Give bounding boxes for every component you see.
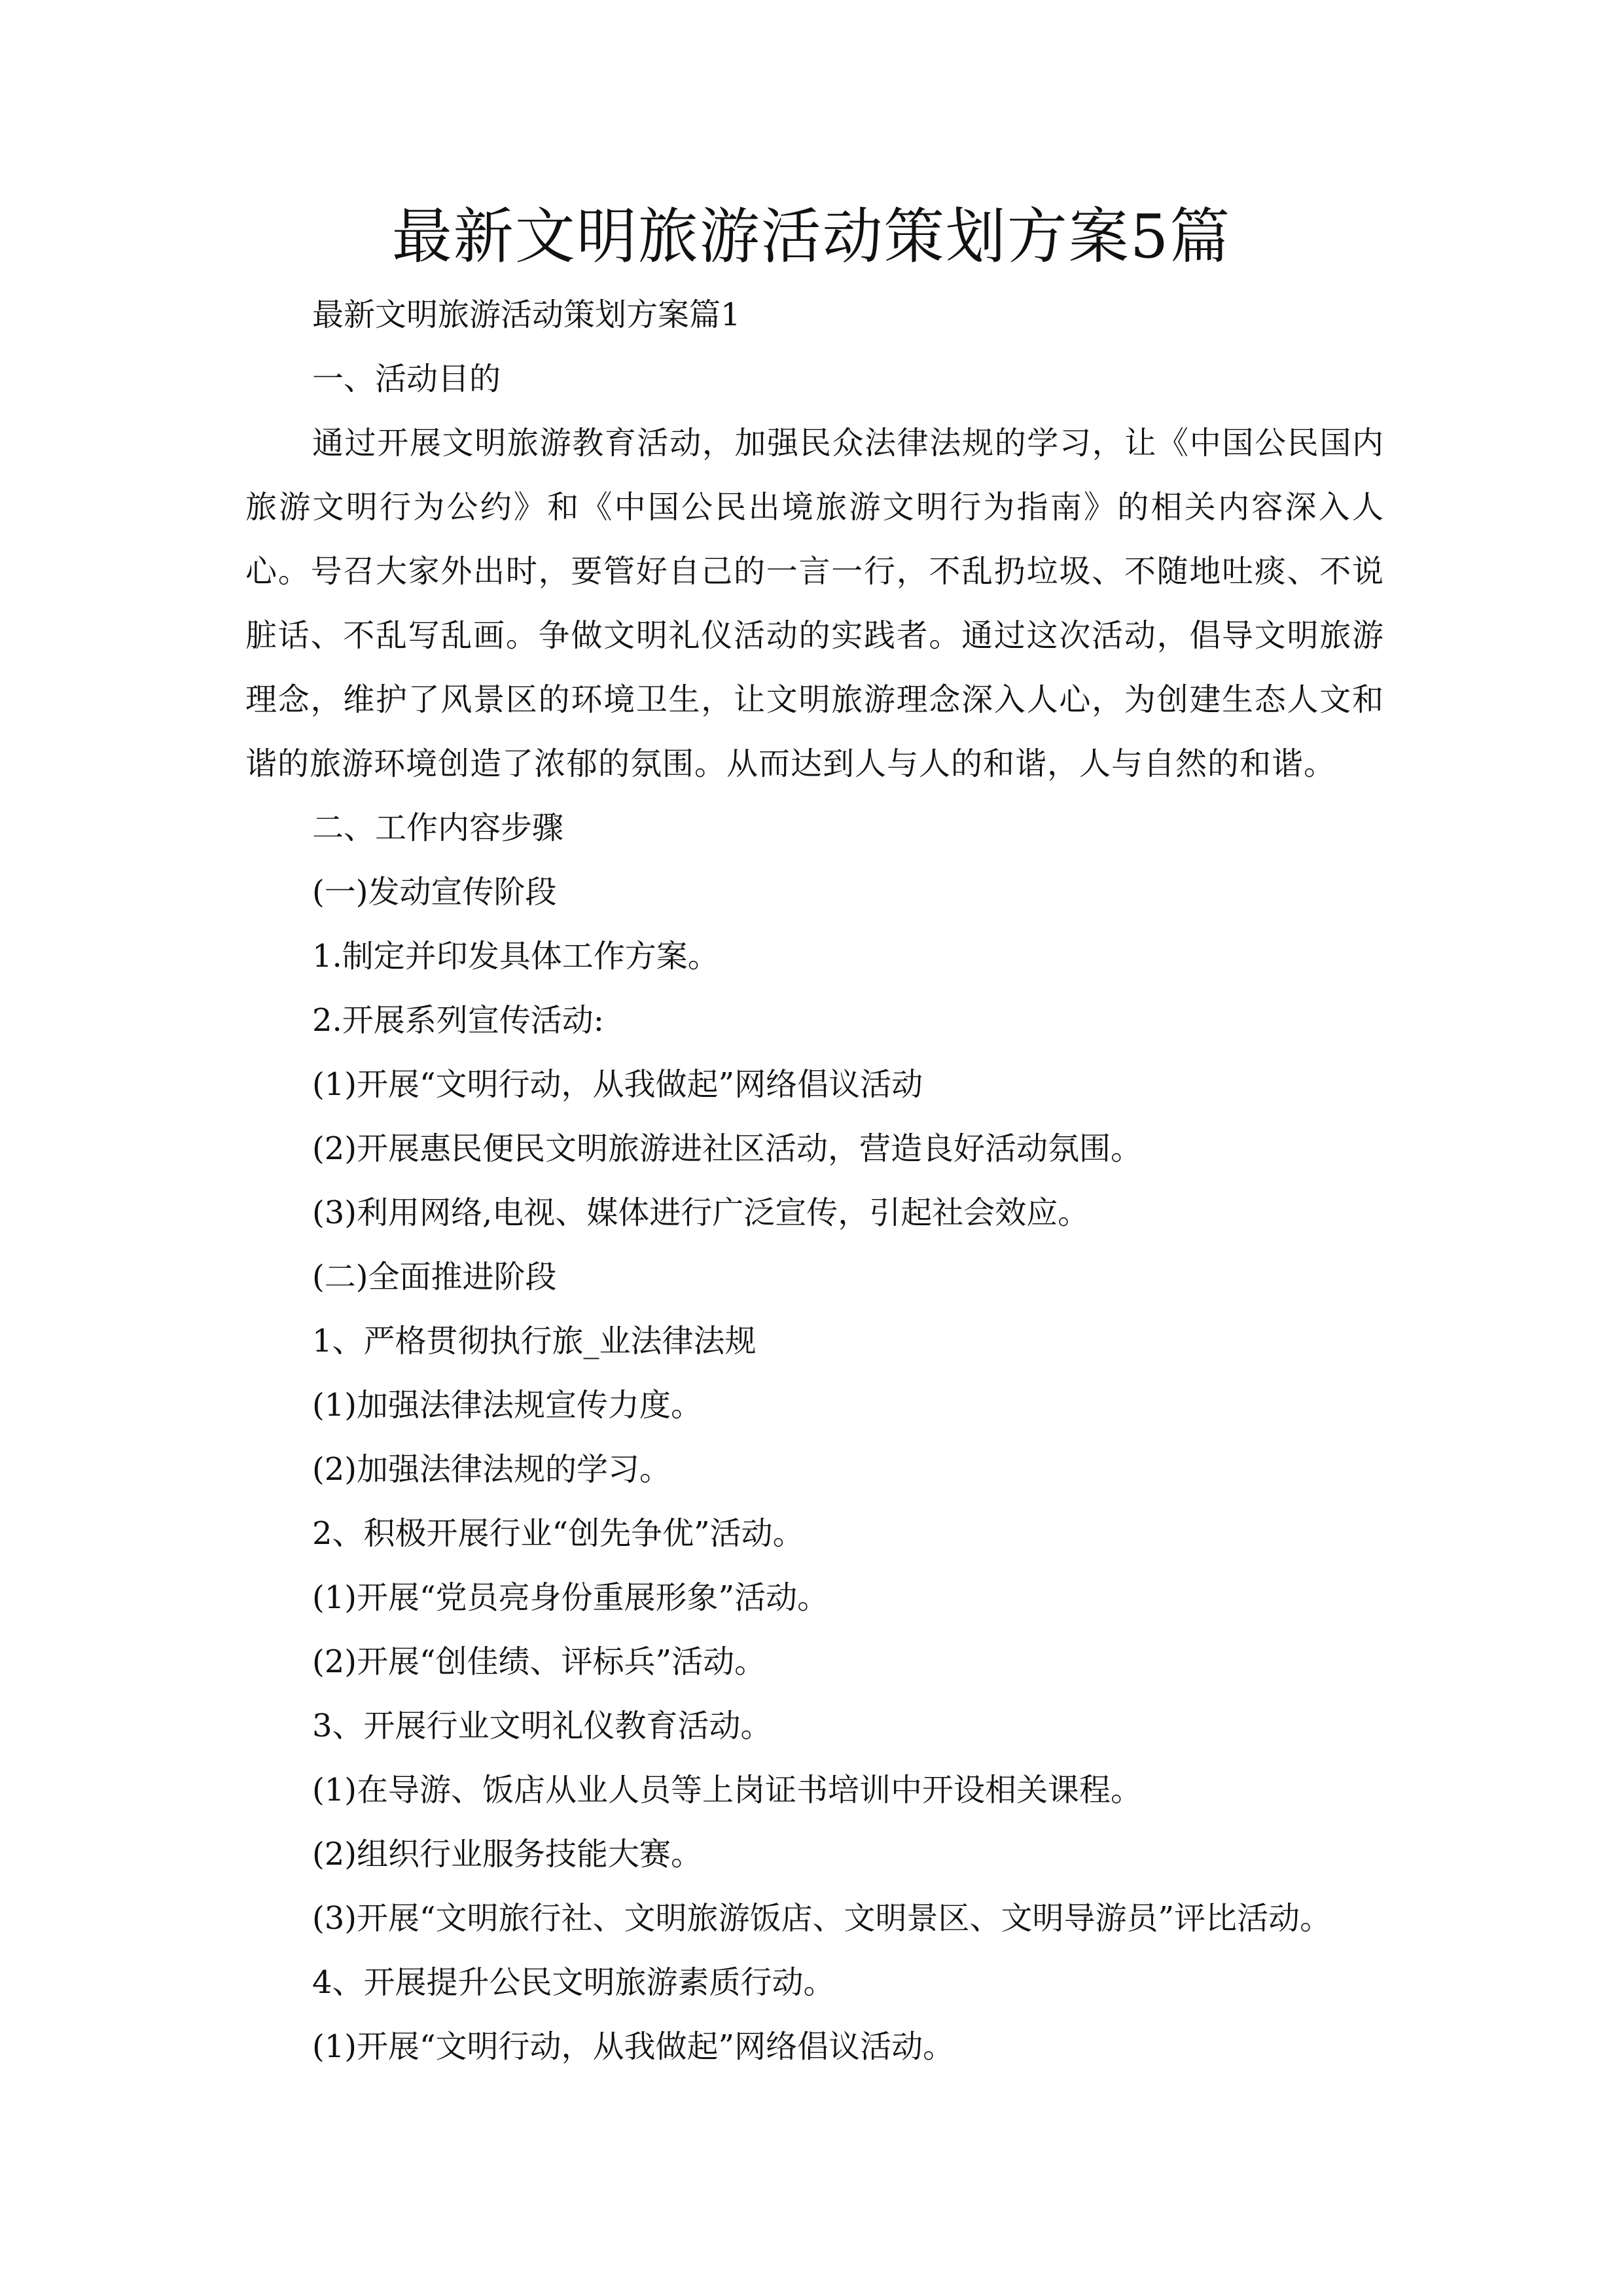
- list-item: 1.制定并印发具体工作方案。: [312, 938, 719, 975]
- list-item: 2.开展系列宣传活动:: [312, 1002, 604, 1039]
- heading-steps: 二、工作内容步骤: [312, 810, 564, 846]
- list-item: 4、开展提升公民文明旅游素质行动。: [312, 1964, 835, 2001]
- purpose-paragraph: 通过开展文明旅游教育活动，加强民众法律法规的学习，让《中国公民国内旅游文明行为公约》和《中国公民出境旅游文明行为指南》的相关内容深入人心。号召大家外出时，要管好自己的一言一行，不乱扔垃圾、不随地吐痰、不说脏话、不乱写乱画。争做文明礼仪活动的实践者。通过这次活动，倡导文明旅游理念，维护了风景区的环境卫生，让文明旅游理念深入人心，为创建生态人文和谐的旅游环境创造了浓郁的氛围。从而达到人与人的和谐，人与自然的和谐。: [245, 425, 1384, 782]
- list-item: (1)开展“文明行动，从我做起”网络倡议活动。: [312, 2028, 955, 2065]
- document-title: 最新文明旅游活动策划方案5篇: [391, 202, 1232, 272]
- list-item: (2)开展惠民便民文明旅游进社区活动，营造良好活动氛围。: [312, 1130, 1142, 1167]
- list-item: (1)加强法律法规宣传力度。: [312, 1387, 702, 1424]
- list-item: 1、严格贯彻执行旅_业法律法规: [312, 1323, 757, 1359]
- list-item: (1)在导游、饭店从业人员等上岗证书培训中开设相关课程。: [312, 1772, 1142, 1808]
- phase-heading: (二)全面推进阶段: [312, 1259, 557, 1295]
- document-body: [245, 283, 1384, 2079]
- list-item: 3、开展行业文明礼仪教育活动。: [312, 1708, 772, 1744]
- list-item: (1)开展“文明行动，从我做起”网络倡议活动: [312, 1066, 923, 1103]
- list-item: 2、积极开展行业“创先争优”活动。: [312, 1515, 804, 1552]
- list-item: (3)开展“文明旅行社、文明旅游饭店、文明景区、文明导游员”评比活动。: [312, 1900, 1332, 1937]
- list-item: (2)组织行业服务技能大赛。: [312, 1836, 702, 1873]
- phase-heading: (一)发动宣传阶段: [312, 874, 557, 910]
- list-item: (3)利用网络,电视、媒体进行广泛宣传，引起社会效应。: [312, 1194, 1090, 1231]
- heading-purpose: 一、活动目的: [312, 361, 501, 397]
- list-item: (2)加强法律法规的学习。: [312, 1451, 671, 1488]
- section-heading: 最新文明旅游活动策划方案篇1: [312, 296, 741, 333]
- list-item: (2)开展“创佳绩、评标兵”活动。: [312, 1643, 766, 1680]
- list-item: (1)开展“党员亮身份重展形象”活动。: [312, 1579, 829, 1616]
